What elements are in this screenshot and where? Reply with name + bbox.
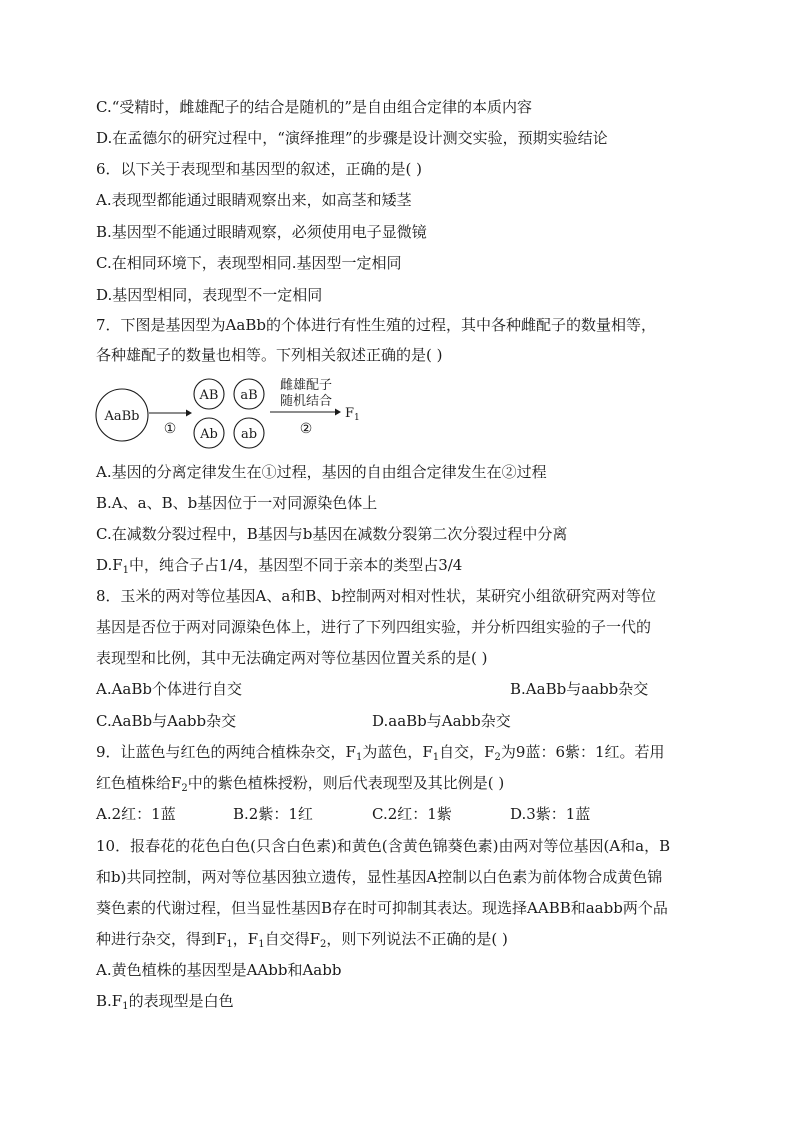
q10-l4c: 自交得F [264,930,321,948]
step-2-label: ② [299,421,313,437]
q6-stem: 6．以下关于表现型和基因型的叙述，正确的是( ) [96,160,423,178]
q9-option-c: C.2红：1紫 [372,805,452,823]
q8-stem-line3: 表现型和比例，其中无法确定两对等位基因位置关系的是( ) [96,649,488,667]
q7-option-d-pre: D.F [96,556,123,574]
q7-option-d [96,555,462,575]
process-label-line1: 雌雄配子 [279,378,333,393]
arrow-2-head [335,409,341,416]
q10-stem-line1: 10．报春花的花色白色(只含白色素)和黄色(含黄色锦葵色素)由两对等位基因(A和a，B [96,837,671,855]
q10-stem-line3: 葵色素的代谢过程，但当显性基因B存在时可抑制其表达。现选择AABB和aabb两个品 [96,899,668,917]
parent-genotype: AaBb [104,409,140,424]
q10-option-b [96,991,234,1011]
q7-option-a: A.基因的分离定律发生在①过程，基因的自由组合定律发生在②过程 [96,463,547,481]
q9-s2-sub: 1 [432,752,440,763]
step-1-label: ① [163,421,177,437]
q9-option-b: B.2紫：1红 [233,805,313,823]
q10-stem-line2: 和b)共同控制，两对等位基因独立遗传，显性基因A控制以白色素为前体物合成黄色锦 [96,868,663,886]
q7-stem-line1: 7．下图是基因型为AaBb的个体进行有性生殖的过程，其中各种雌配子的数量相等， [96,316,656,334]
q9-option-d: D.3紫：1蓝 [510,805,591,823]
arrow-1-head [186,410,192,417]
q9-s1: 9．让蓝色与红色的两纯合植株杂交，F [96,743,356,761]
q8-option-d: D.aaBb与Aabb杂交 [372,712,511,730]
gamete-label-1: AB [199,388,219,403]
q10-option-b-pre: B.F [96,992,123,1010]
q7-option-d-sub: 1 [122,565,130,576]
q9-s2: 为蓝色，F [362,743,433,761]
gamete-label-3: Ab [200,427,218,442]
q10-l4-sub3: 2 [320,939,327,950]
q9-s3-sub: 2 [494,752,501,763]
q6-option-c: C.在相同环境下，表现型相同.基因型一定相同 [96,254,402,272]
q7-option-b: B.A、a、B、b基因位于一对同源染色体上 [96,494,378,512]
q10-stem-line4 [96,929,508,949]
q9-l2-sub: 2 [181,783,188,794]
gamete-label-2: aB [240,388,258,403]
q7-option-c: C.在减数分裂过程中，B基因与b基因在减数分裂第二次分裂过程中分离 [96,525,568,543]
q10-option-a: A.黄色植株的基因型是AAbb和Aabb [96,961,342,979]
q10-l4-sub2: 1 [258,939,265,950]
q9-stem-line1 [96,742,665,762]
q8-option-c: C.AaBb与Aabb杂交 [96,712,237,730]
gamete-label-4: ab [240,427,258,442]
result-subscript: 1 [354,413,360,423]
q8-stem-line1: 8．玉米的两对等位基因A、a和B、b控制两对相对性状，某研究小组欲研究两对等位 [96,587,656,605]
q9-stem-line2 [96,773,504,793]
process-label-line2: 随机结合 [279,394,333,409]
q10-option-b-post: 的表现型是白色 [128,992,234,1010]
q8-option-b: B.AaBb与aabb杂交 [510,680,649,698]
q9-s1-sub: 1 [355,752,363,763]
result-label [345,406,360,423]
q6-option-b: B.基因型不能通过眼睛观察，必须使用电子显微镜 [96,223,427,241]
q6-option-a: A.表现型都能通过眼睛观察出来，如高茎和矮茎 [96,191,412,209]
q7-option-d-post: 中，纯合子占1/4，基因型不同于亲本的类型占3/4 [129,556,463,574]
q10-option-b-sub: 1 [122,1001,129,1012]
gamete-formation-diagram [94,378,374,452]
q7-stem-line2: 各种雄配子的数量也相等。下列相关叙述正确的是( ) [96,346,443,364]
q9-option-a: A.2红：1蓝 [96,805,176,823]
q5-option-c: C.“受精时，雌雄配子的结合是随机的”是自由组合定律的本质内容 [96,98,533,116]
q10-l4-sub1: 1 [226,939,233,950]
q10-l4a: 种进行杂交，得到F [96,930,227,948]
q9-s4: 为9蓝：6紫：1红。若用 [500,743,665,761]
result-f: F [345,406,355,421]
q5-option-d: D.在孟德尔的研究过程中，“演绎推理”的步骤是设计测交实验，预期实验结论 [96,129,608,147]
q9-l2b: 中的紫色植株授粉，则后代表现型及其比例是( ) [187,774,505,792]
q10-l4d: ，则下列说法不正确的是( ) [326,930,508,948]
q8-option-a: A.AaBb个体进行自交 [96,680,243,698]
q9-l2a: 红色植株给F [96,774,182,792]
q9-s3: 自交，F [439,743,495,761]
q6-option-d: D.基因型相同，表现型不一定相同 [96,286,323,304]
q8-stem-line2: 基因是否位于两对同源染色体上，进行了下列四组实验，并分析四组实验的子一代的 [96,618,652,636]
q10-l4b: ，F [232,930,259,948]
